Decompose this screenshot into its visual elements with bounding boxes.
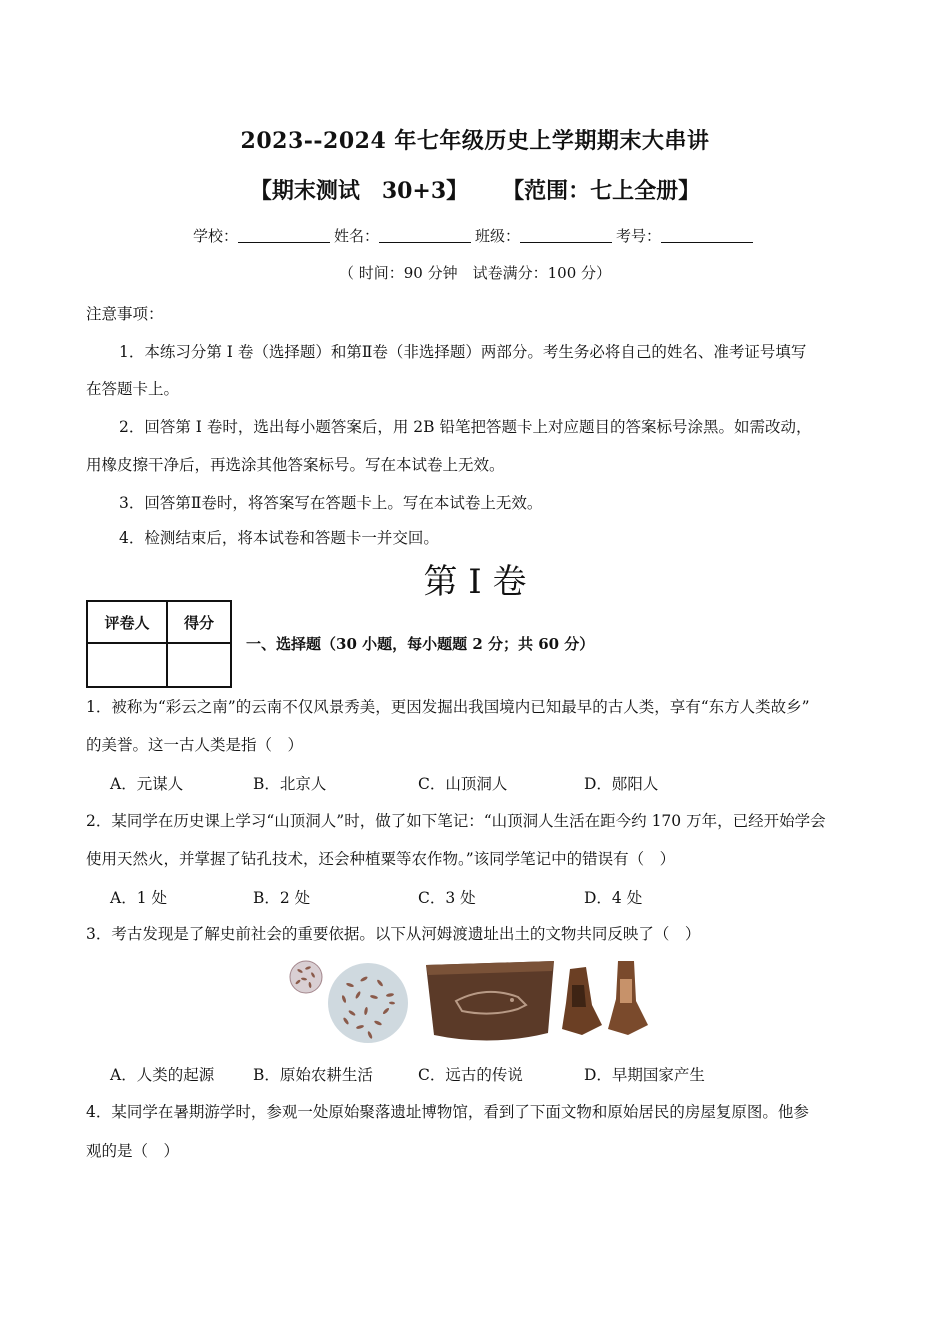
exam-subtitle bbox=[0, 174, 950, 205]
class-label: 班级： bbox=[475, 227, 521, 245]
notice-item-1: 1．本练习分第 I 卷（选择题）和第Ⅱ卷（非选择题）两部分。考生务必将自己的姓名、准考证号填写 bbox=[119, 343, 807, 361]
notice-item-2-cont: 用橡皮擦干净后，再选涂其他答案标号。写在本试卷上无效。 bbox=[86, 456, 505, 474]
rice-grains-large-image bbox=[328, 963, 408, 1043]
question-3-option-d[interactable]: D．早期国家产生 bbox=[584, 1066, 705, 1084]
question-2-option-a[interactable]: A．1 处 bbox=[110, 889, 167, 907]
question-4-line-1: 4．某同学在暑期游学时，参观一处原始聚落遗址博物馆，看到了下面文物和原始居民的房屋复原图。他参 bbox=[86, 1103, 809, 1121]
volume-title: 第 I 卷 bbox=[423, 562, 527, 602]
question-1-option-b[interactable]: B．北京人 bbox=[253, 775, 327, 793]
number-label: 考号： bbox=[616, 227, 662, 245]
score-table-grader-cell bbox=[87, 643, 167, 687]
question-2-option-c[interactable]: C．3 处 bbox=[418, 889, 476, 907]
question-1-option-c[interactable]: C．山顶洞人 bbox=[418, 775, 508, 793]
score-table bbox=[86, 600, 232, 688]
subtitle-test-type: 【期末测试 30+3】 bbox=[249, 178, 469, 204]
number-blank[interactable] bbox=[661, 228, 753, 243]
question-1-option-a[interactable]: A．元谋人 bbox=[110, 775, 184, 793]
pig-pattern-pottery-bowl-image bbox=[426, 961, 554, 1041]
question-2-line-2: 使用天然火，并掌握了钻孔技术，还会种植粟等农作物。”该同学笔记中的错误有（ ） bbox=[86, 850, 676, 868]
score-table-score-header: 得分 bbox=[167, 601, 231, 643]
bone-spade-tools-image bbox=[562, 961, 648, 1035]
notice-heading: 注意事项： bbox=[86, 305, 164, 323]
question-1-line-2: 的美誉。这一古人类是指（ ） bbox=[86, 736, 304, 754]
rice-grains-small-image bbox=[290, 961, 322, 993]
question-2-line-1: 2．某同学在历史课上学习“山顶洞人”时，做了如下笔记：“山顶洞人生活在距今约 170 万年，已经开始学会 bbox=[86, 812, 826, 830]
notice-item-3: 3．回答第Ⅱ卷时，将答案写在答题卡上。写在本试卷上无效。 bbox=[119, 494, 543, 512]
notice-item-2: 2．回答第 I 卷时，选出每小题答案后，用 2B 铅笔把答题卡上对应题目的答案标号涂黑。如需改动， bbox=[119, 418, 812, 436]
question-3-option-a[interactable]: A．人类的起源 bbox=[110, 1066, 215, 1084]
question-3-option-b[interactable]: B．原始农耕生活 bbox=[253, 1066, 373, 1084]
exam-time: （ 时间：90 分钟 试卷满分：100 分） bbox=[338, 264, 612, 282]
question-4-line-2: 观的是（ ） bbox=[86, 1142, 180, 1160]
name-blank[interactable] bbox=[379, 228, 471, 243]
school-blank[interactable] bbox=[238, 228, 330, 243]
question-2-option-b[interactable]: B．2 处 bbox=[253, 889, 311, 907]
question-1-option-d[interactable]: D．郧阳人 bbox=[584, 775, 659, 793]
score-table-grader-header: 评卷人 bbox=[87, 601, 167, 643]
student-info-line bbox=[0, 225, 950, 246]
notice-item-4: 4．检测结束后，将本试卷和答题卡一并交回。 bbox=[119, 529, 439, 547]
name-label: 姓名： bbox=[333, 227, 379, 245]
score-table-score-cell bbox=[167, 643, 231, 687]
question-2-option-d[interactable]: D．4 处 bbox=[584, 889, 643, 907]
subtitle-scope: 【范围：七上全册】 bbox=[502, 178, 701, 204]
school-label: 学校： bbox=[192, 227, 238, 245]
section-title: 一、选择题（30 小题，每小题题 2 分；共 60 分） bbox=[246, 635, 595, 653]
exam-title: 2023--2024 年七年级历史上学期期末大串讲 bbox=[240, 128, 710, 154]
notice-item-1-cont: 在答题卡上。 bbox=[86, 380, 180, 398]
question-3-option-c[interactable]: C．远古的传说 bbox=[418, 1066, 523, 1084]
hemudu-artifacts-image bbox=[286, 955, 666, 1050]
class-blank[interactable] bbox=[520, 228, 612, 243]
question-3-line-1: 3．考古发现是了解史前社会的重要依据。以下从河姆渡遗址出土的文物共同反映了（ ） bbox=[86, 925, 701, 943]
question-1-line-1: 1．被称为“彩云之南”的云南不仅风景秀美，更因发掘出我国境内已知最早的古人类，享有“东方人类故乡” bbox=[86, 698, 810, 716]
